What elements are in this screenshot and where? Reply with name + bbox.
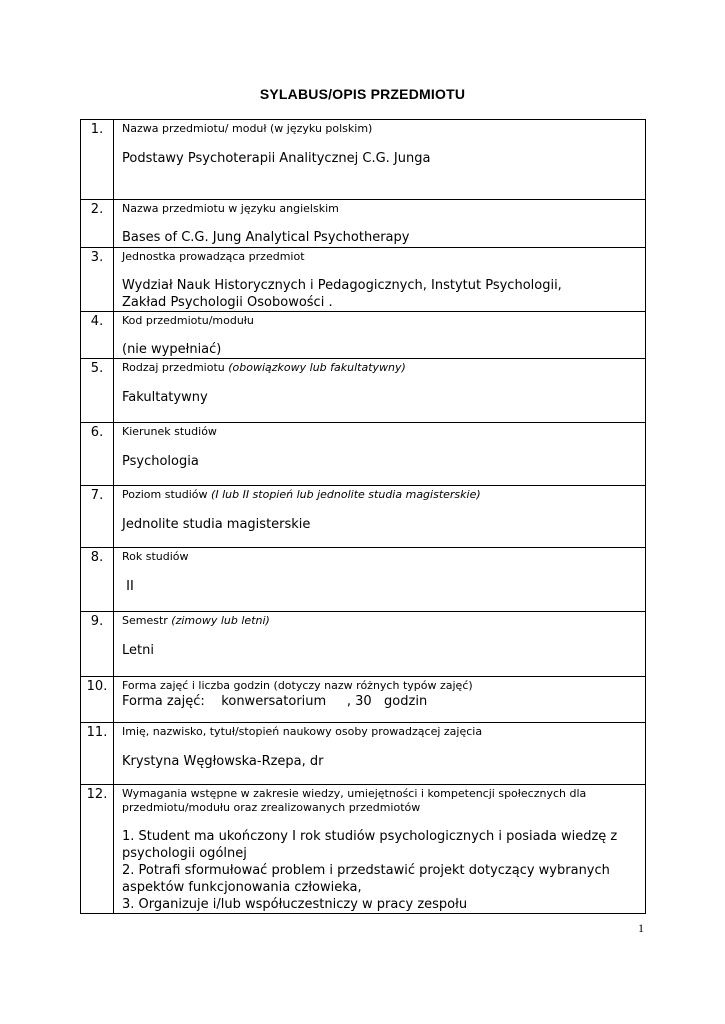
row-content xyxy=(114,200,646,248)
row-value: Wydział Nauk Historycznych i Pedagogicznych, Instytut Psychologii, Zakład Psychologii Osobowości . xyxy=(122,278,562,310)
row-number: 1. xyxy=(81,120,114,200)
row-value: Bases of C.G. Jung Analytical Psychotherapy xyxy=(122,230,410,245)
row-number: 5. xyxy=(81,359,114,423)
row-number: 8. xyxy=(81,548,114,612)
table-row xyxy=(81,423,646,486)
row-content xyxy=(114,785,646,914)
table-row xyxy=(81,359,646,423)
row-number: 11. xyxy=(81,723,114,785)
row-value: II xyxy=(122,579,134,594)
row-content xyxy=(114,359,646,423)
table-row xyxy=(81,248,646,312)
row-label: Rodzaj przedmiotu (obowiązkowy lub fakultatywny) xyxy=(122,361,406,374)
row-number: 12. xyxy=(81,785,114,914)
row-number: 9. xyxy=(81,612,114,677)
row-label: Wymagania wstępne w zakresie wiedzy, umiejętności i kompetencji społecznych dla przedmiotu/modułu oraz zrealizowanych przedmiotów xyxy=(122,787,587,814)
row-label: Semestr (zimowy lub letni) xyxy=(122,614,270,627)
row-label: Imię, nazwisko, tytuł/stopień naukowy osoby prowadzącej zajęcia xyxy=(122,725,483,738)
row-content xyxy=(114,677,646,723)
row-content xyxy=(114,486,646,548)
row-content xyxy=(114,612,646,677)
row-content xyxy=(114,723,646,785)
row-number: 7. xyxy=(81,486,114,548)
row-label: Jednostka prowadząca przedmiot xyxy=(122,250,305,263)
row-number: 6. xyxy=(81,423,114,486)
row-number: 10. xyxy=(81,677,114,723)
row-value: Forma zajęć: konwersatorium , 30 godzin xyxy=(122,694,428,709)
row-label: Nazwa przedmiotu w języku angielskim xyxy=(122,202,339,215)
row-content xyxy=(114,248,646,312)
row-content xyxy=(114,423,646,486)
row-content xyxy=(114,548,646,612)
page-number: 1 xyxy=(638,921,644,935)
row-value: Psychologia xyxy=(122,454,199,469)
table-row xyxy=(81,486,646,548)
row-value: (nie wypełniać) xyxy=(122,342,222,357)
row-label: Forma zajęć i liczba godzin (dotyczy nazw różnych typów zajęć) xyxy=(122,679,473,692)
row-value: 1. Student ma ukończony I rok studiów psychologicznych i posiada wiedzę z psychologii ogólnej 2. Potrafi sformułować problem i przedstawić projekt dotyczący wybranych aspektów funkcjonowania człowieka, 3. Organizuje i/lub współuczestniczy w pracy zespołu xyxy=(122,829,618,912)
row-number: 3. xyxy=(81,248,114,312)
row-number: 2. xyxy=(81,200,114,248)
table-row xyxy=(81,785,646,914)
table-row xyxy=(81,200,646,248)
row-label: Kod przedmiotu/modułu xyxy=(122,314,254,327)
row-number: 4. xyxy=(81,312,114,359)
row-label: Nazwa przedmiotu/ moduł (w języku polskim) xyxy=(122,122,373,135)
table-row xyxy=(81,723,646,785)
table-row xyxy=(81,612,646,677)
row-value: Jednolite studia magisterskie xyxy=(122,517,311,532)
table-row xyxy=(81,312,646,359)
row-content xyxy=(114,120,646,200)
row-label: Kierunek studiów xyxy=(122,425,217,438)
row-value: Fakultatywny xyxy=(122,390,208,405)
syllabus-table xyxy=(80,119,646,914)
row-label: Rok studiów xyxy=(122,550,189,563)
document-title: SYLABUS/OPIS PRZEDMIOTU xyxy=(259,86,466,102)
table-row xyxy=(81,677,646,723)
row-value: Podstawy Psychoterapii Analitycznej C.G. Junga xyxy=(122,151,431,166)
row-value: Letni xyxy=(122,643,154,658)
row-value: Krystyna Węgłowska-Rzepa, dr xyxy=(122,754,324,769)
table-row xyxy=(81,120,646,200)
table-row xyxy=(81,548,646,612)
row-label: Poziom studiów (I lub II stopień lub jednolite studia magisterskie) xyxy=(122,488,481,501)
row-content xyxy=(114,312,646,359)
